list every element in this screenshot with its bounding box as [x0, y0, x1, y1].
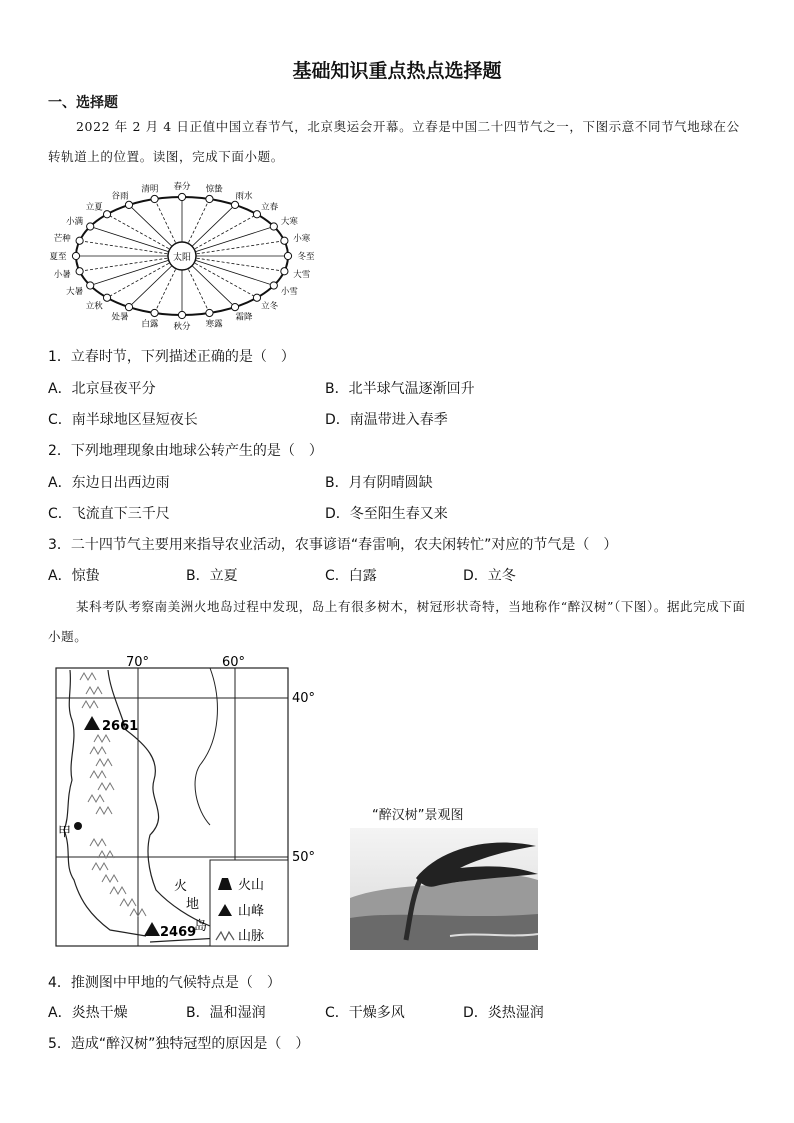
- q3-option-d[interactable]: D．立冬: [463, 568, 516, 584]
- earth-position-dot: [284, 252, 291, 259]
- q4-option-a[interactable]: A．炎热干燥: [48, 1005, 128, 1021]
- mountain-range-icon: [80, 673, 96, 680]
- solar-term-label: 清明: [141, 184, 159, 195]
- earth-position-dot: [151, 195, 158, 202]
- border-line: [195, 668, 217, 825]
- peak-2469-label: 2469: [160, 925, 197, 940]
- solar-term-label: 秋分: [173, 322, 191, 332]
- mountain-range-icon: [96, 759, 112, 766]
- sun-label: 太阳: [172, 253, 192, 263]
- mountain-range-icon: [90, 771, 106, 778]
- earth-position-dot: [281, 268, 288, 275]
- solar-term-label: 寒露: [205, 319, 223, 330]
- legend-volcano: 火山: [238, 878, 265, 893]
- solar-term-label: 立春: [261, 202, 279, 213]
- island-char-2: 地: [186, 897, 200, 912]
- orbit-line: [80, 241, 182, 256]
- mountain-range-icon: [90, 747, 106, 754]
- section-heading: 一、选择题: [48, 95, 118, 111]
- earth-position-dot: [72, 252, 79, 259]
- q2-option-a[interactable]: A．东边日出西边雨: [48, 475, 170, 491]
- mountain-range-icon: [110, 887, 126, 894]
- fuego-map: [50, 650, 330, 950]
- mountain-range-icon: [90, 839, 106, 846]
- earth-position-dot: [231, 303, 238, 310]
- solar-term-label: 白露: [141, 319, 159, 330]
- mountain-range-icon: [94, 735, 110, 742]
- q1-option-c[interactable]: C．南半球地区昼短夜长: [48, 412, 198, 428]
- mountain-range-icon: [96, 807, 112, 814]
- intro-paragraph-2: 某科考队考察南美洲火地岛过程中发现，岛上有很多树木，树冠形状奇特，当地称作“醉汉树”（下图）。据此完成下面小题。: [48, 599, 746, 644]
- legend-peak: 山峰: [238, 904, 265, 919]
- solar-term-label: 惊蛰: [205, 184, 223, 195]
- question-2: 2．下列地理现象由地球公转产生的是（ ）: [48, 443, 323, 459]
- solar-term-label: 大雪: [293, 270, 311, 281]
- lon-60-label: 60°: [222, 655, 246, 670]
- earth-position-dot: [253, 294, 260, 301]
- earth-position-dot: [178, 311, 185, 318]
- solar-term-label: 立冬: [261, 301, 279, 312]
- orbit-line: [182, 256, 284, 271]
- solar-term-label: 大暑: [66, 287, 84, 297]
- q4-option-b[interactable]: B．温和湿润: [186, 1005, 266, 1021]
- solar-term-label: 谷雨: [111, 191, 129, 202]
- island-char-1: 火: [174, 879, 188, 894]
- earth-position-dot: [103, 211, 110, 218]
- orbit-line: [80, 256, 182, 271]
- peak-icon: [144, 922, 160, 936]
- earth-position-dot: [76, 237, 83, 244]
- peak-2661-label: 2661: [102, 719, 139, 734]
- drunk-tree-photo: [350, 828, 538, 950]
- solar-term-label: 冬至: [297, 252, 315, 262]
- mountain-range-icon: [88, 795, 104, 802]
- question-3: 3．二十四节气主要用来指导农业活动，农事谚语“春雷响，农夫闲转忙”对应的节气是（ ）: [48, 537, 618, 553]
- earth-position-dot: [231, 201, 238, 208]
- jia-label: 甲: [58, 825, 72, 840]
- jia-point: [74, 822, 82, 830]
- solar-term-label: 春分: [173, 182, 191, 192]
- solar-term-label: 雨水: [235, 191, 253, 202]
- earth-position-dot: [125, 303, 132, 310]
- orbit-line: [182, 241, 284, 256]
- island-char-3: 岛: [194, 919, 208, 934]
- solar-term-label: 立秋: [85, 301, 103, 312]
- question-1: 1．立春时节，下列描述正确的是（ ）: [48, 349, 295, 365]
- orbit-diagram: [48, 178, 315, 336]
- q4-option-d[interactable]: D．炎热湿润: [463, 1005, 544, 1021]
- lat-50-label: 50°: [292, 850, 316, 865]
- solar-term-label: 处暑: [111, 312, 129, 323]
- photo-caption: “醉汉树”景观图: [372, 808, 464, 823]
- mountain-range-icon: [92, 863, 108, 870]
- q1-option-a[interactable]: A．北京昼夜平分: [48, 381, 156, 397]
- mountain-range-icon: [86, 687, 102, 694]
- question-5: 5．造成“醉汉树”独特冠型的原因是（ ）: [48, 1036, 310, 1052]
- solar-term-label: 小雪: [280, 287, 298, 297]
- q1-option-d[interactable]: D．南温带进入春季: [325, 412, 448, 428]
- solar-term-label: 霜降: [235, 312, 253, 323]
- earth-position-dot: [270, 223, 277, 230]
- q3-option-c[interactable]: C．白露: [325, 568, 377, 584]
- lat-40-label: 40°: [292, 691, 316, 706]
- solar-term-label: 小寒: [293, 233, 311, 244]
- page-title: 基础知识重点热点选择题: [292, 60, 502, 82]
- earth-position-dot: [178, 193, 185, 200]
- solar-term-label: 夏至: [49, 252, 67, 262]
- earth-position-dot: [206, 195, 213, 202]
- mountain-range-icon: [98, 783, 114, 790]
- lon-70-label: 70°: [126, 655, 150, 670]
- legend-range: 山脉: [238, 929, 265, 944]
- solar-term-label: 小暑: [53, 270, 71, 281]
- q3-option-a[interactable]: A．惊蛰: [48, 568, 100, 584]
- earth-position-dot: [87, 282, 94, 289]
- earth-position-dot: [125, 201, 132, 208]
- solar-term-label: 大寒: [280, 217, 298, 227]
- earth-position-dot: [87, 223, 94, 230]
- solar-term-label: 立夏: [85, 202, 103, 213]
- earth-position-dot: [151, 309, 158, 316]
- q4-option-c[interactable]: C．干燥多风: [325, 1005, 405, 1021]
- q3-option-b[interactable]: B．立夏: [186, 568, 238, 584]
- mountain-range-icon: [102, 875, 118, 882]
- earth-position-dot: [206, 309, 213, 316]
- mountain-range-icon: [120, 899, 136, 906]
- earth-position-dot: [76, 268, 83, 275]
- q2-option-d[interactable]: D．冬至阳生春又来: [325, 506, 448, 522]
- west-coastline: [64, 670, 146, 936]
- volcano-icon: [84, 716, 100, 730]
- solar-term-label: 芒种: [53, 233, 71, 244]
- q2-option-b[interactable]: B．月有阴晴圆缺: [325, 475, 433, 491]
- solar-term-label: 小满: [66, 217, 84, 227]
- earth-position-dot: [270, 282, 277, 289]
- q2-option-c[interactable]: C．飞流直下三千尺: [48, 506, 170, 522]
- question-4: 4．推测图中甲地的气候特点是（ ）: [48, 975, 281, 991]
- q1-option-b[interactable]: B．北半球气温逐渐回升: [325, 381, 475, 397]
- mountain-range-icon: [82, 701, 98, 708]
- earth-position-dot: [103, 294, 110, 301]
- intro-paragraph-1: 2022 年 2 月 4 日正值中国立春节气，北京奥运会开幕。立春是中国二十四节气之一，下图示意不同节气地球在公转轨道上的位置。读图，完成下面小题。: [48, 119, 740, 164]
- earth-position-dot: [281, 237, 288, 244]
- earth-position-dot: [253, 211, 260, 218]
